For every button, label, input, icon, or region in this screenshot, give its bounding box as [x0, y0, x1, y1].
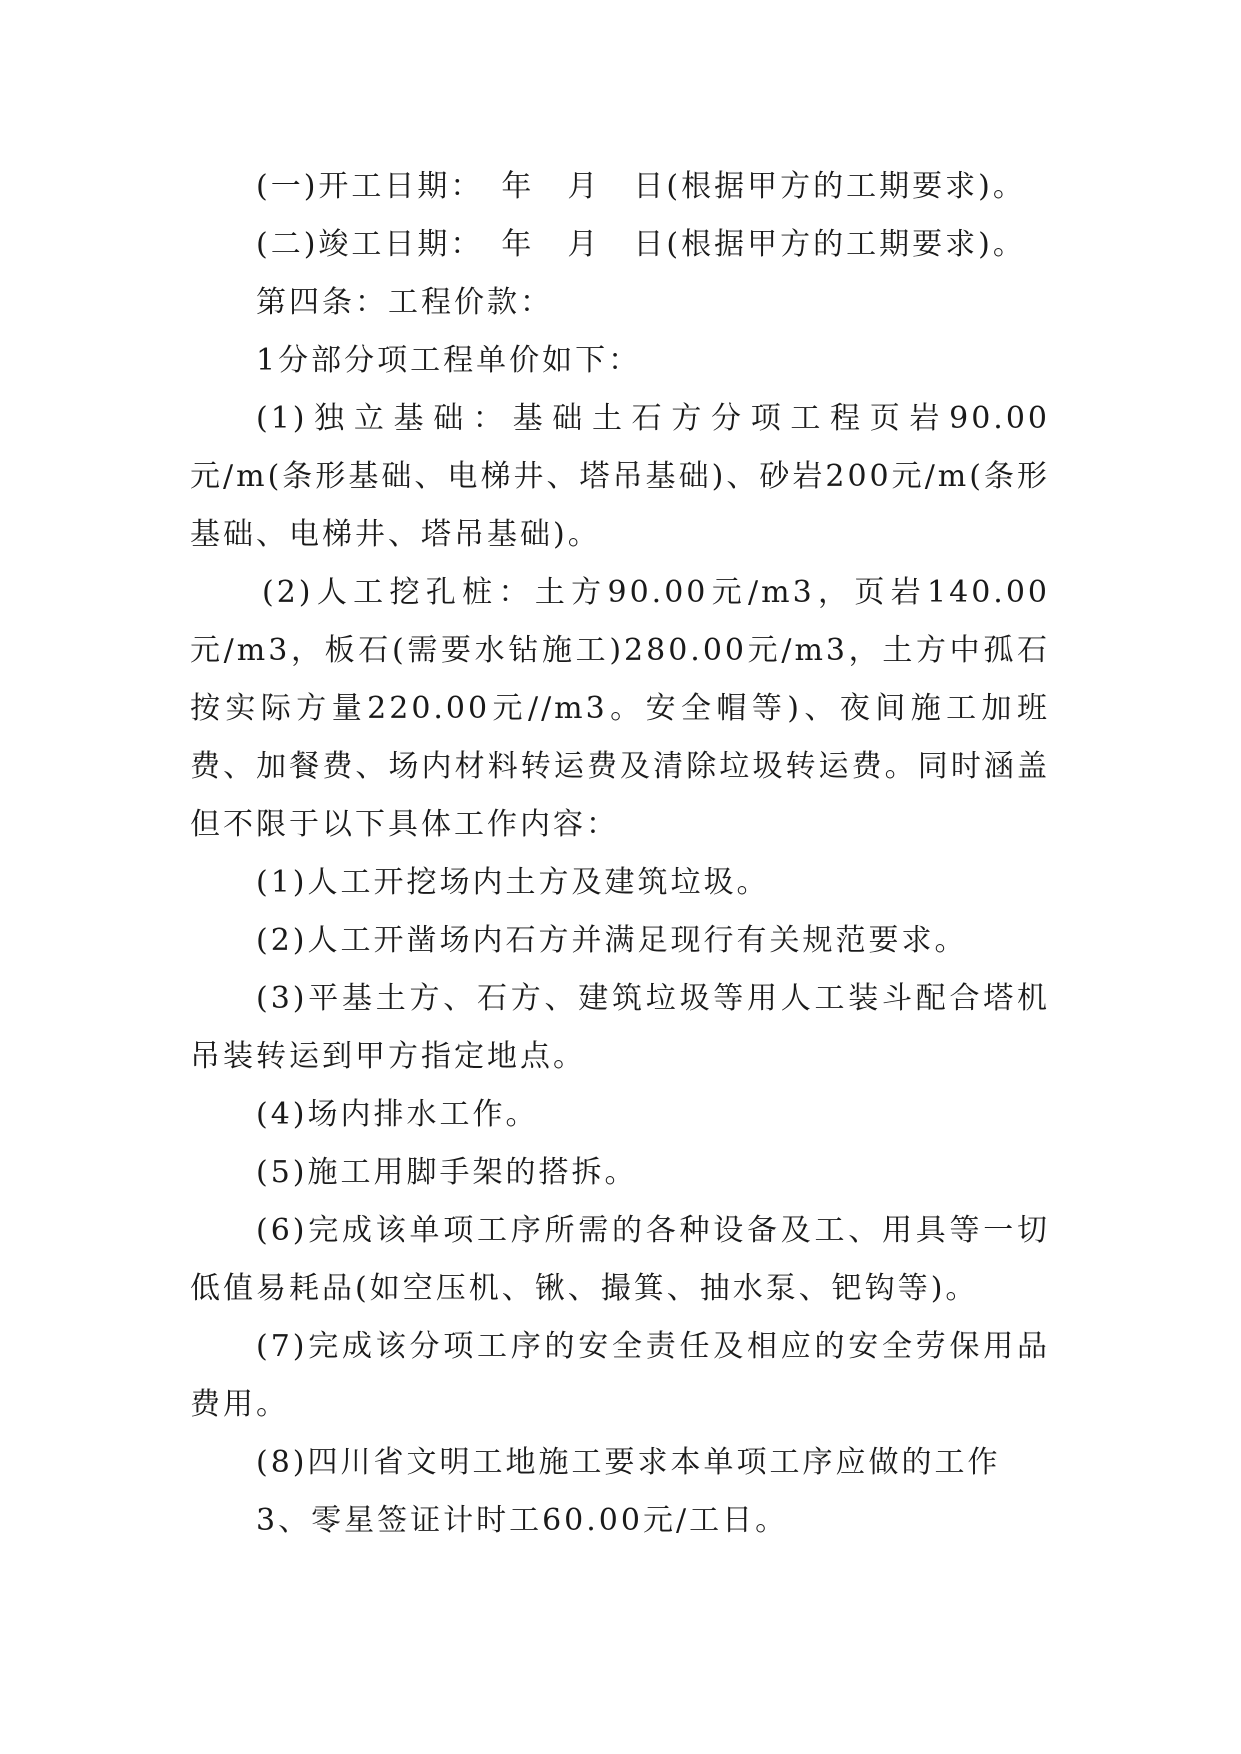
paragraph-work-item-7: (7)完成该分项工序的安全责任及相应的安全劳保用品费用。: [190, 1329, 1050, 1422]
paragraph-work-item-1: (1)人工开挖场内土方及建筑垃圾。: [256, 865, 770, 900]
paragraph-completion-date: (二)竣工日期： 年 月 日(根据甲方的工期要求)。: [256, 227, 1026, 262]
document-body: [190, 158, 1050, 1550]
paragraph-manual-pile: (2)人工挖孔桩：土方90.00元/m3，页岩140.00元/m3，板石(需要水钻施工)280.00元/m3，土方中孤石按实际方量220.00元//m3。安全帽等)、夜间施工加班费、加餐费、场内材料转运费及清除垃圾转运费。同时涵盖但不限于以下具体工作内容：: [190, 575, 1050, 842]
paragraph-work-item-4: (4)场内排水工作。: [256, 1097, 539, 1132]
paragraph-article-four-heading: 第四条：工程价款：: [256, 285, 553, 320]
paragraph-independent-foundation: (1)独立基础：基础土石方分项工程页岩90.00元/m(条形基础、电梯井、塔吊基础)、砂岩200元/m(条形基础、电梯井、塔吊基础)。: [190, 401, 1050, 552]
paragraph-unit-price-intro: 1分部分项工程单价如下：: [256, 343, 642, 378]
paragraph-odd-job-rate: 3、零星签证计时工60.00元/工日。: [256, 1503, 789, 1538]
paragraph-work-item-2: (2)人工开凿场内石方并满足现行有关规范要求。: [256, 923, 968, 958]
paragraph-work-item-3: (3)平基土方、石方、建筑垃圾等用人工装斗配合塔机吊装转运到甲方指定地点。: [190, 981, 1050, 1074]
paragraph-start-date: (一)开工日期： 年 月 日(根据甲方的工期要求)。: [256, 169, 1026, 204]
paragraph-work-item-6: (6)完成该单项工序所需的各种设备及工、用具等一切低值易耗品(如空压机、锹、撮箕、抽水泵、钯钩等)。: [190, 1213, 1050, 1306]
paragraph-work-item-8: (8)四川省文明工地施工要求本单项工序应做的工作: [256, 1445, 1001, 1480]
paragraph-work-item-5: (5)施工用脚手架的搭拆。: [256, 1155, 638, 1190]
